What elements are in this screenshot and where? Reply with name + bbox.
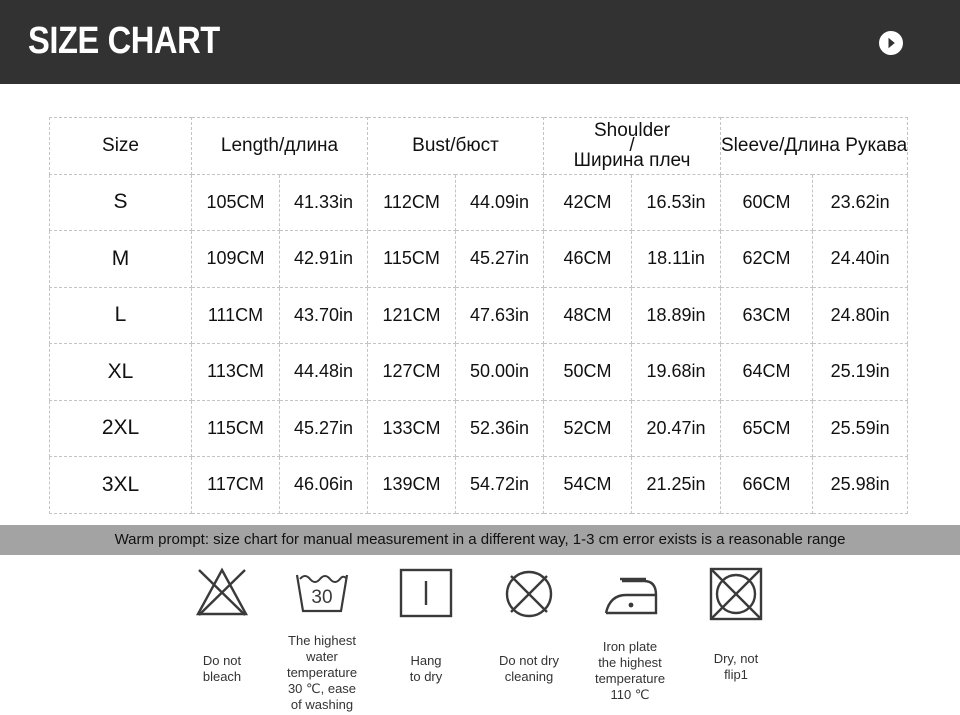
care-label-wash: The highest water temperature 30 ℃, ease of washing bbox=[286, 633, 358, 712]
cell-shoulder-cm: 48CM bbox=[544, 287, 632, 344]
care-item-tumble bbox=[686, 565, 786, 683]
cell-shoulder-in: 20.47in bbox=[632, 400, 721, 457]
cell-bust-in: 47.63in bbox=[456, 287, 544, 344]
cell-shoulder-in: 19.68in bbox=[632, 344, 721, 401]
cell-bust-in: 52.36in bbox=[456, 400, 544, 457]
wash-temp-badge: 30 bbox=[311, 587, 333, 608]
table-row bbox=[50, 174, 908, 231]
header-shoulder bbox=[544, 118, 721, 175]
header-bust: Bust/бюст bbox=[368, 118, 544, 175]
cell-shoulder-in: 16.53in bbox=[632, 174, 721, 231]
table-body bbox=[50, 174, 908, 513]
table-row bbox=[50, 400, 908, 457]
cell-shoulder-cm: 52CM bbox=[544, 400, 632, 457]
table-header-row bbox=[50, 118, 908, 175]
header-length: Length/длина bbox=[192, 118, 368, 175]
care-label-iron: Iron plate the highest temperature 110 ℃ bbox=[594, 639, 666, 702]
table-row bbox=[50, 457, 908, 514]
cell-size: 2XL bbox=[50, 400, 192, 457]
care-label-hang: Hang to dry bbox=[409, 653, 443, 684]
cell-sleeve-cm: 66CM bbox=[721, 457, 813, 514]
cell-sleeve-in: 25.59in bbox=[813, 400, 908, 457]
cell-size: M bbox=[50, 231, 192, 288]
care-item-dry-clean bbox=[479, 565, 579, 685]
table-row bbox=[50, 344, 908, 401]
cell-length-cm: 109CM bbox=[192, 231, 280, 288]
size-chart-table bbox=[49, 117, 908, 514]
cell-length-cm: 113CM bbox=[192, 344, 280, 401]
header-bar bbox=[0, 0, 960, 84]
cell-size: S bbox=[50, 174, 192, 231]
cell-length-cm: 115CM bbox=[192, 400, 280, 457]
cell-sleeve-in: 24.80in bbox=[813, 287, 908, 344]
wash-30-icon bbox=[294, 565, 350, 619]
cell-size: L bbox=[50, 287, 192, 344]
cell-sleeve-cm: 63CM bbox=[721, 287, 813, 344]
cell-sleeve-in: 24.40in bbox=[813, 231, 908, 288]
do-not-tumble-dry-icon bbox=[708, 565, 764, 621]
cell-sleeve-cm: 62CM bbox=[721, 231, 813, 288]
cell-bust-in: 54.72in bbox=[456, 457, 544, 514]
cell-bust-cm: 115CM bbox=[368, 231, 456, 288]
table-row bbox=[50, 231, 908, 288]
cell-shoulder-cm: 50CM bbox=[544, 344, 632, 401]
care-item-hang bbox=[376, 565, 476, 685]
cell-shoulder-in: 21.25in bbox=[632, 457, 721, 514]
care-item-iron bbox=[580, 565, 680, 703]
cell-length-in: 45.27in bbox=[280, 400, 368, 457]
care-label-dry-clean: Do not dry cleaning bbox=[499, 653, 559, 684]
cell-length-cm: 111CM bbox=[192, 287, 280, 344]
header-shoulder-line1: Shoulder bbox=[593, 120, 671, 142]
cell-size: XL bbox=[50, 344, 192, 401]
warm-prompt-bar bbox=[0, 525, 960, 555]
cell-bust-cm: 121CM bbox=[368, 287, 456, 344]
care-item-bleach bbox=[172, 565, 272, 685]
iron-low-icon bbox=[600, 565, 660, 619]
cell-length-in: 41.33in bbox=[280, 174, 368, 231]
header-size: Size bbox=[50, 118, 192, 175]
play-circle-icon[interactable] bbox=[879, 31, 903, 55]
cell-bust-cm: 112CM bbox=[368, 174, 456, 231]
cell-length-in: 42.91in bbox=[280, 231, 368, 288]
cell-bust-in: 50.00in bbox=[456, 344, 544, 401]
cell-sleeve-in: 25.19in bbox=[813, 344, 908, 401]
care-label-tumble: Dry, not flip1 bbox=[713, 651, 759, 682]
warm-prompt-text: Warm prompt: size chart for manual measurement in a different way, 1-3 cm error exists is a reasonable range bbox=[114, 531, 846, 548]
cell-length-in: 44.48in bbox=[280, 344, 368, 401]
cell-sleeve-cm: 65CM bbox=[721, 400, 813, 457]
do-not-bleach-icon bbox=[195, 565, 249, 619]
cell-bust-cm: 139CM bbox=[368, 457, 456, 514]
cell-shoulder-in: 18.89in bbox=[632, 287, 721, 344]
cell-bust-in: 45.27in bbox=[456, 231, 544, 288]
care-label-bleach: Do not bleach bbox=[202, 653, 242, 684]
cell-sleeve-in: 25.98in bbox=[813, 457, 908, 514]
cell-shoulder-cm: 42CM bbox=[544, 174, 632, 231]
cell-shoulder-cm: 46CM bbox=[544, 231, 632, 288]
header-sleeve: Sleeve/Длина Рукава bbox=[721, 118, 908, 175]
page-title: SIZE CHART bbox=[28, 20, 220, 62]
header-shoulder-line2: / bbox=[629, 135, 635, 157]
cell-length-in: 46.06in bbox=[280, 457, 368, 514]
cell-bust-cm: 133CM bbox=[368, 400, 456, 457]
cell-length-cm: 117CM bbox=[192, 457, 280, 514]
cell-size: 3XL bbox=[50, 457, 192, 514]
table-row bbox=[50, 287, 908, 344]
care-item-wash bbox=[272, 565, 372, 713]
cell-length-cm: 105CM bbox=[192, 174, 280, 231]
cell-sleeve-cm: 60CM bbox=[721, 174, 813, 231]
do-not-dry-clean-icon bbox=[502, 565, 556, 619]
cell-sleeve-cm: 64CM bbox=[721, 344, 813, 401]
header-shoulder-line3: Ширина плеч bbox=[573, 150, 691, 172]
cell-sleeve-in: 23.62in bbox=[813, 174, 908, 231]
cell-bust-in: 44.09in bbox=[456, 174, 544, 231]
cell-bust-cm: 127CM bbox=[368, 344, 456, 401]
cell-shoulder-in: 18.11in bbox=[632, 231, 721, 288]
hang-dry-icon bbox=[399, 565, 453, 619]
cell-shoulder-cm: 54CM bbox=[544, 457, 632, 514]
cell-length-in: 43.70in bbox=[280, 287, 368, 344]
